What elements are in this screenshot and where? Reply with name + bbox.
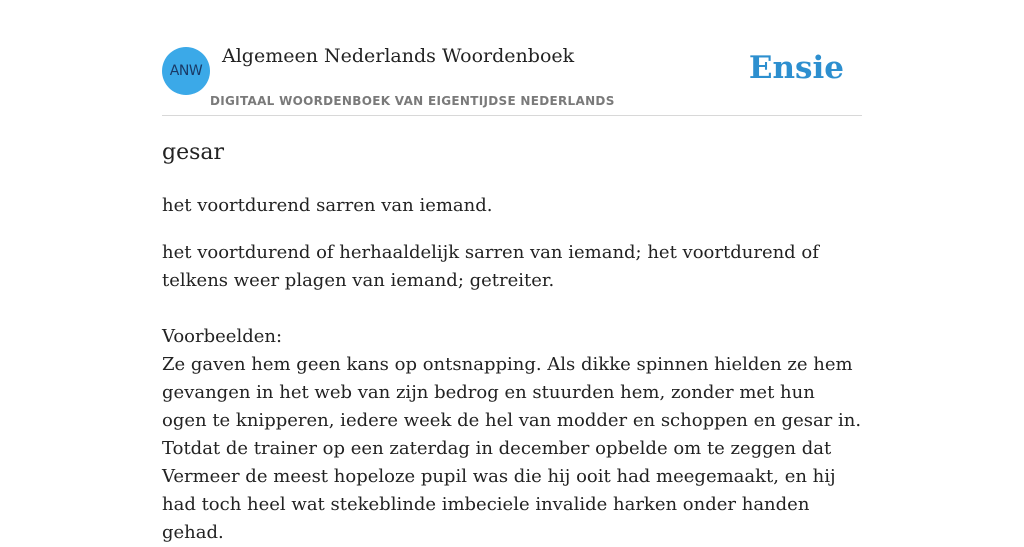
example-text: Ze gaven hem geen kans op ontsnapping. Als dikke spinnen hielden ze hem gevangen in het web van zijn bedrog en stuurden hem, zonder met hun ogen te knipperen, iedere week de hel van modder en schoppen en gesar in. Totdat de trainer op een zaterdag in december opbelde om te zeggen dat Vermeer de meest hopeloze pupil was die hij ooit had meegemaakt, en hij had toch heel wat stekeblinde imbeciele invalide harken onder handen gehad. [162,354,862,543]
short-definition: het voortdurend sarren van iemand. [162,195,493,216]
spacer [162,295,862,323]
entry-content [162,239,862,547]
anw-logo[interactable] [162,47,210,95]
site-subtitle: DIGITAAL WOORDENBOEK VAN EIGENTIJDSE NEDERLANDS [210,94,615,108]
site-title[interactable]: Algemeen Nederlands Woordenboek [222,45,575,67]
entry-term: gesar [162,140,225,165]
ensie-brand-link[interactable]: Ensie [748,50,844,86]
long-definition: het voortdurend of herhaaldelijk sarren van iemand; het voortdurend of telkens weer plagen van iemand; getreiter. [162,242,819,291]
header [162,0,862,116]
page [162,0,862,543]
logo-text: ANW [169,63,203,79]
examples-label: Voorbeelden: [162,326,283,347]
